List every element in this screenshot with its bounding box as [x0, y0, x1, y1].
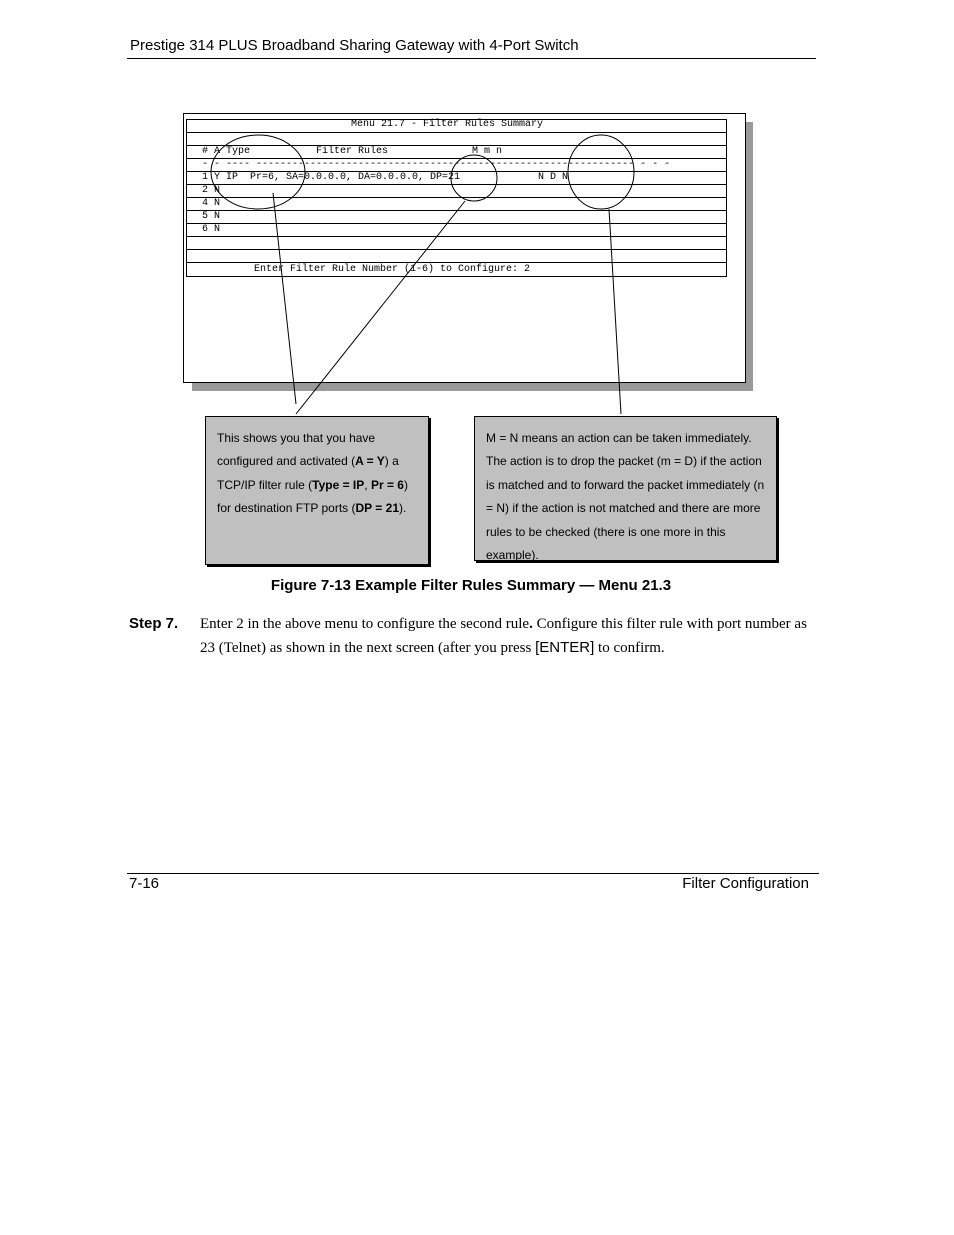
page-number: 7-16 [129, 875, 160, 892]
enter-key-label: [ENTER] [535, 639, 595, 656]
step-text-part: Configure this filter rule with port number as 23 (Telnet) as shown in the next screen (after you press [200, 616, 807, 656]
terminal-separator: - - ---- --------------------------------------------------------------- - - - [202, 159, 671, 170]
highlight-circle-mmn [568, 135, 634, 209]
callout-bold: Pr = 6 [370, 477, 404, 492]
terminal-rule-1: 1 Y IP Pr=6, SA=0.0.0.0, DA=0.0.0.0, DP=21 N D N [202, 172, 569, 183]
callout-bold: A = Y [355, 454, 385, 469]
footer-section-title: Filter Configuration [682, 875, 809, 892]
figure-caption-text: Figure 7-13 Example Filter Rules Summary — Menu 21.3 [270, 577, 672, 594]
page-header-title: Prestige 314 PLUS Broadband Sharing Gateway with 4-Port Switch [130, 37, 579, 54]
terminal-rule-4: 4 N [202, 198, 221, 209]
callout-text: ) for destination FTP ports ( [217, 477, 408, 516]
step-text [200, 613, 818, 660]
terminal-column-header: # A Type Filter Rules M m n [202, 146, 503, 157]
terminal-rule-6: 6 N [202, 224, 221, 235]
footer-divider [127, 873, 819, 874]
highlight-circle-type [211, 135, 305, 209]
pointer-line-mmn [609, 209, 621, 414]
pointer-line-dp [296, 201, 465, 414]
callout-text: ). [399, 501, 407, 516]
step-text-dot: . [529, 616, 533, 632]
highlight-circle-dp [451, 155, 497, 201]
callout-bold: DP = 21 [355, 501, 399, 516]
callout-filter-rule [205, 416, 429, 565]
terminal-prompt: Enter Filter Rule Number (1-6) to Configure: 2 [254, 264, 531, 275]
terminal-rule-5: 5 N [202, 211, 221, 222]
callout-text: , [364, 477, 371, 492]
callout-text: ) a TCP/IP filter rule ( [217, 454, 399, 492]
pointer-line-type [273, 193, 296, 404]
step-label: Step 7. [129, 615, 179, 632]
callout-text: This shows you that you have configured and activated ( [217, 431, 376, 469]
figure-caption [0, 577, 954, 594]
terminal-rule-2: 2 N [202, 185, 221, 196]
step-text-part: to confirm. [594, 640, 665, 656]
callout-bold: Type = IP [312, 477, 365, 492]
callout-action: M = N means an action can be taken immediately. The action is to drop the packet (m = D) if the action is matched and to forward the packet immediately (n = N) if the action is not matched and there are more rules to be checked (there is one more in this example). [474, 416, 777, 561]
step-text-part: Enter 2 in the above menu to configure the second rule [200, 616, 530, 632]
terminal-title: Menu 21.7 - Filter Rules Summary [351, 119, 544, 130]
